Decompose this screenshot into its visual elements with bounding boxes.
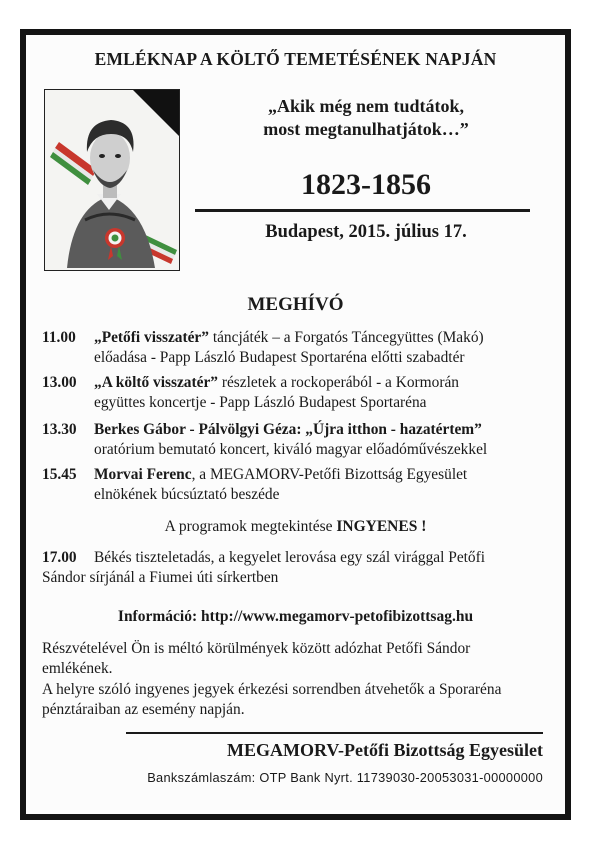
program-title: Morvai Ferenc (94, 466, 192, 483)
note-line: Részvételével Ön is méltó körülmények között adózhat Petőfi Sándor (42, 640, 471, 657)
program-time: 13.00 (42, 374, 77, 391)
free-notice (26, 518, 565, 536)
years-heading: 1823-1856 (301, 168, 431, 201)
footer-divider (126, 732, 543, 734)
program-item (42, 420, 542, 460)
program-time: 13.30 (42, 421, 77, 438)
flyer-frame (20, 29, 571, 820)
quote-line-1: „Akik még nem tudtátok, (267, 96, 464, 116)
invitation-heading: MEGHÍVÓ (247, 294, 344, 315)
program-item (42, 465, 542, 505)
note-paragraph-2 (42, 680, 542, 720)
divider-line (195, 209, 530, 212)
quote-line-2: most megtanulhatjátok…” (263, 119, 469, 139)
organization-name: MEGAMORV-Petőfi Bizottság Egyesület (227, 740, 543, 760)
info-link[interactable]: Információ: http://www.megamorv-petofibizottsag.hu (117, 608, 474, 625)
final-event-text (94, 548, 549, 568)
note-line: A helyre szóló ingyenes jegyek érkezési sorrendben átvehetők a Sporaréna (42, 681, 502, 698)
program-desc-line2: előadása - Papp László Budapest Sportaréna előtti szabadtér (94, 348, 465, 366)
note-line: emlékének. (42, 660, 113, 677)
mourning-band-icon (133, 90, 179, 136)
portrait-image (44, 89, 180, 271)
note-paragraph-1 (42, 639, 542, 679)
free-notice-bold: INGYENES ! (336, 518, 427, 535)
free-notice-text: A programok megtekintése (164, 518, 337, 535)
program-item (42, 328, 542, 368)
place-date: Budapest, 2015. július 17. (265, 222, 467, 242)
program-item (42, 373, 542, 413)
program-desc-line2: elnökének búcsúztató beszéde (94, 485, 280, 503)
program-text (94, 420, 549, 459)
program-text (94, 328, 549, 367)
program-desc-line2: együttes koncertje - Papp László Budapest Sportaréna (94, 393, 427, 411)
program-desc: , a MEGAMORV-Petőfi Bizottság Egyesület (191, 466, 468, 483)
page-title: EMLÉKNAP A KÖLTŐ TEMETÉSÉNEK NAPJÁN (94, 49, 497, 69)
quote (201, 95, 531, 141)
program-title: Berkes Gábor - Pálvölgyi Géza: „Újra itthon - hazatértem” (94, 421, 482, 438)
bank-account: Bankszámlaszám: OTP Bank Nyrt. 11739030-20053031-00000000 (147, 770, 543, 785)
portrait-drawing (45, 90, 179, 270)
program-text (94, 373, 549, 412)
program-title: „Petőfi visszatér” (94, 329, 209, 346)
program-text (94, 465, 549, 504)
program-time: 15.45 (42, 466, 77, 483)
program-desc-line2: oratórium bemutató koncert, kiváló magyar előadóművészekkel (94, 440, 488, 458)
program-time: 11.00 (42, 329, 76, 346)
program-title: „A költő visszatér” (94, 374, 218, 391)
final-event-line2: Sándor sírjánál a Fiumei úti sírkertben (42, 568, 279, 586)
final-event (42, 548, 542, 588)
final-event-line1: Békés tiszteletadás, a kegyelet lerovása egy szál virággal Petőfi (94, 549, 486, 566)
program-desc: részletek a rockoperából - a Kormorán (217, 374, 459, 391)
final-event-time: 17.00 (42, 549, 77, 566)
program-desc: táncjáték – a Forgatós Táncegyüttes (Makó) (208, 329, 484, 346)
note-line: pénztáraiban az esemény napján. (42, 701, 245, 718)
